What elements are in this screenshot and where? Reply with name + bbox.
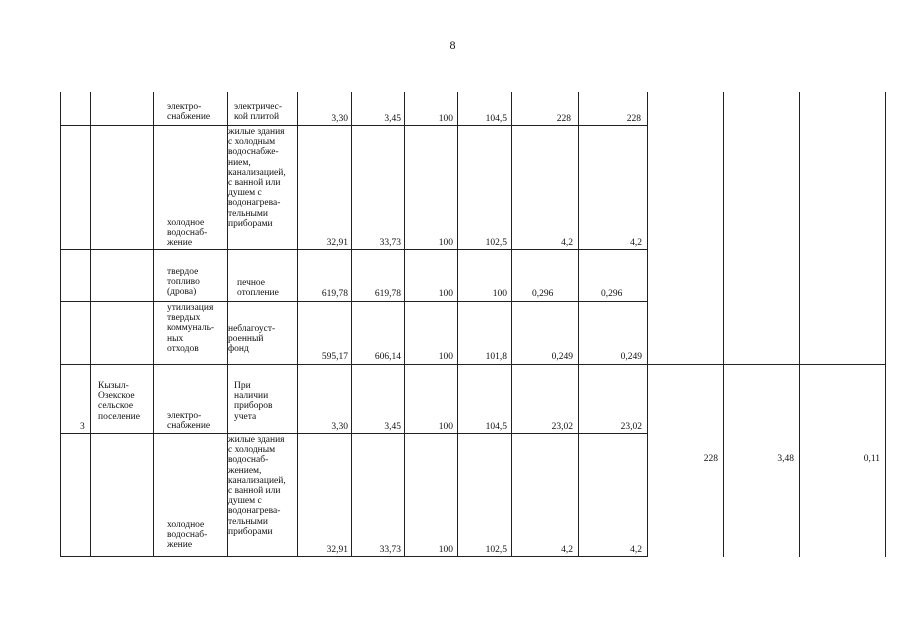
value-cell: 4,2 — [561, 545, 573, 555]
summary-value: 3,48 — [777, 454, 794, 464]
category-cell: печное отопление — [237, 278, 279, 299]
page-number: 8 — [449, 38, 456, 52]
value-cell: 228 — [556, 114, 571, 124]
value-cell: 595,17 — [321, 352, 348, 362]
category-cell: жилые здания с холодным водоснаб- жением, канализацией, с ванной или душем с водонагрева- тельными приборами — [228, 435, 286, 537]
value-cell: 23,02 — [620, 422, 642, 432]
value-cell: 33,73 — [379, 238, 401, 248]
settlement-cell: Кызыл- Озекское сельское поселение — [98, 381, 140, 422]
value-cell: 4,2 — [630, 238, 642, 248]
category-cell: При наличии приборов учета — [234, 381, 273, 422]
value-cell: 100 — [438, 545, 453, 555]
service-cell: твердое топливо (дрова) — [167, 267, 200, 298]
value-cell: 3,45 — [384, 114, 401, 124]
value-cell: 100 — [438, 422, 453, 432]
value-cell: 3,30 — [331, 114, 348, 124]
value-cell: 104,5 — [485, 114, 507, 124]
value-cell: 3,30 — [331, 422, 348, 432]
value-cell: 32,91 — [326, 238, 348, 248]
service-cell: холодное водоснаб- жение — [167, 218, 208, 249]
service-cell: электро- снабжение — [167, 102, 211, 123]
value-cell: 33,73 — [379, 545, 401, 555]
service-cell: электро- снабжение — [167, 411, 211, 432]
value-cell: 100 — [438, 238, 453, 248]
value-cell: 102,5 — [485, 238, 507, 248]
row-number-cell: 3 — [80, 422, 85, 432]
category-cell: жилые здания с холодным водоснабже- нием, канализацией, с ванной или душем с водонагрева- тельными приборами — [228, 127, 286, 229]
value-cell: 100 — [438, 114, 453, 124]
value-cell: 100 — [438, 352, 453, 362]
value-cell: 0,249 — [551, 352, 573, 362]
value-cell: 3,45 — [384, 422, 401, 432]
value-cell: 104,5 — [485, 422, 507, 432]
summary-value: 0,11 — [863, 454, 880, 464]
value-cell: 23,02 — [551, 422, 573, 432]
value-cell: 100 — [438, 289, 453, 299]
value-cell: 101,8 — [485, 352, 507, 362]
value-cell: 606,14 — [374, 352, 401, 362]
value-cell: 0,296 — [532, 289, 554, 299]
summary-value: 228 — [703, 454, 718, 464]
value-cell: 228 — [626, 114, 641, 124]
value-cell: 4,2 — [561, 238, 573, 248]
service-cell: холодное водоснаб- жение — [167, 520, 208, 551]
category-cell: электричес- кой плитой — [234, 102, 283, 123]
category-cell: неблагоуст- роенный фонд — [228, 324, 276, 355]
tariff-table — [60, 92, 886, 557]
value-cell: 32,91 — [326, 545, 348, 555]
value-cell: 102,5 — [485, 545, 507, 555]
value-cell: 619,78 — [321, 289, 348, 299]
value-cell: 0,296 — [601, 289, 623, 299]
value-cell: 4,2 — [630, 545, 642, 555]
service-cell: утилизация твердых коммуналь- ных отходов — [167, 303, 215, 354]
value-cell: 100 — [492, 289, 507, 299]
value-cell: 0,249 — [620, 352, 642, 362]
value-cell: 619,78 — [374, 289, 401, 299]
